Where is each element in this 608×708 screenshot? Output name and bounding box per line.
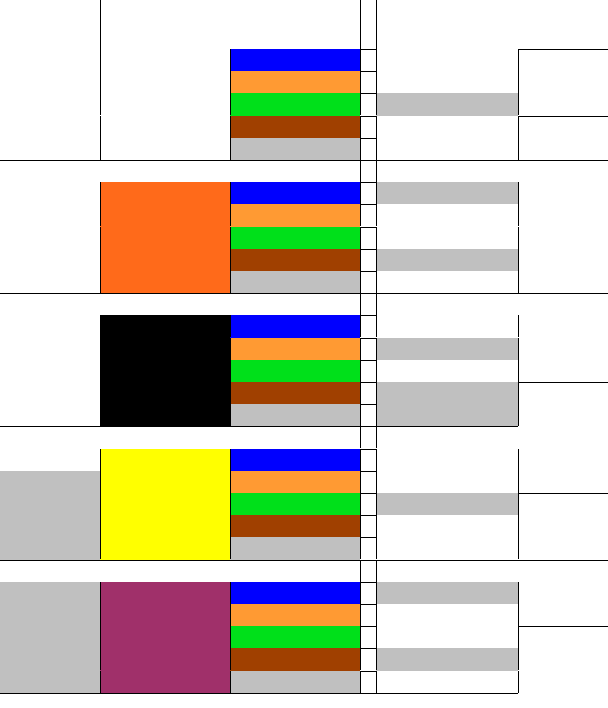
grid-line (360, 271, 361, 293)
grid-line (360, 671, 361, 693)
grid-line (518, 648, 519, 670)
wire-color-primary (100, 227, 230, 249)
grid-line (376, 382, 377, 404)
port-number (0, 537, 100, 559)
grid-line (230, 204, 231, 226)
grid-line (230, 271, 231, 293)
grid-line (100, 493, 101, 515)
grid-line (376, 360, 377, 382)
grid-line (360, 49, 361, 71)
port-number (0, 116, 100, 138)
grid-line (518, 671, 519, 693)
grid-line (360, 537, 361, 559)
port-mode (376, 382, 518, 404)
port-number (0, 671, 100, 693)
grid-line (376, 338, 377, 360)
grid-line (360, 360, 361, 382)
grid-line (360, 382, 361, 404)
grid-line (376, 49, 377, 71)
grid-line (376, 671, 377, 693)
grid-line (100, 404, 101, 426)
grid-line (376, 449, 377, 471)
wire-color-secondary (230, 271, 360, 293)
hybrid-port-number (518, 382, 608, 493)
grid-line (100, 182, 101, 204)
wire-color-primary (100, 360, 230, 382)
grid-line (360, 0, 361, 49)
grid-line (100, 271, 101, 293)
grid-line (100, 471, 101, 493)
hybrid-port-number (518, 49, 608, 116)
grid-line (376, 293, 377, 315)
wire-color-secondary (230, 315, 360, 337)
grid-line (360, 626, 361, 648)
grid-line (100, 0, 101, 49)
port-number (0, 182, 100, 204)
port-number (0, 449, 100, 471)
grid-line (230, 449, 231, 471)
port-mode (376, 116, 518, 138)
wire-color-secondary (230, 71, 360, 93)
grid-line (376, 471, 377, 493)
hybrid-port-number (518, 293, 608, 382)
port-number (0, 49, 100, 71)
port-mode (376, 493, 518, 515)
grid-line (360, 493, 361, 515)
port-number (0, 404, 100, 426)
grid-line (518, 626, 519, 648)
grid-line (230, 626, 231, 648)
port-mode (376, 626, 518, 648)
grid-line (100, 138, 101, 160)
wire-color-secondary (230, 93, 360, 115)
grid-line (376, 204, 377, 226)
grid-line (230, 471, 231, 493)
grid-line (376, 227, 377, 249)
port-mode (376, 604, 518, 626)
grid-line (360, 582, 361, 604)
grid-line (376, 515, 377, 537)
grid-line (376, 93, 377, 115)
grid-line (100, 537, 101, 559)
port-mode (376, 182, 518, 204)
wire-color-secondary (230, 648, 360, 670)
wire-color-secondary (230, 515, 360, 537)
grid-line (100, 116, 101, 138)
grid-line (230, 493, 231, 515)
wire-color-secondary (230, 182, 360, 204)
hybrid-port-number (518, 182, 608, 293)
grid-line (100, 382, 101, 404)
grid-line (376, 249, 377, 271)
group-header (0, 293, 360, 315)
grid-line (360, 515, 361, 537)
header-group-1 (100, 0, 360, 49)
wire-color-secondary (230, 360, 360, 382)
port-number (0, 626, 100, 648)
grid-line (100, 71, 101, 93)
port-number (0, 227, 100, 249)
grid-line (230, 227, 231, 249)
grid-line (360, 160, 361, 182)
wire-color-secondary (230, 204, 360, 226)
wire-color-secondary (230, 493, 360, 515)
wire-color-secondary (230, 49, 360, 71)
grid-line (360, 227, 361, 249)
grid-line (230, 116, 231, 138)
header-analog-ports (0, 0, 100, 49)
group-header (0, 426, 360, 448)
wire-color-primary (100, 338, 230, 360)
wire-color-primary (100, 249, 230, 271)
grid-line (100, 604, 101, 626)
port-number (0, 382, 100, 404)
grid-line (230, 93, 231, 115)
port-number (0, 204, 100, 226)
grid-line (100, 626, 101, 648)
port-number (0, 338, 100, 360)
wire-color-secondary (230, 449, 360, 471)
grid-line (360, 182, 361, 204)
port-mode (376, 449, 518, 471)
port-mode (376, 515, 518, 537)
grid-line (376, 315, 377, 337)
wire-color-secondary (230, 227, 360, 249)
wire-color-primary (100, 648, 230, 670)
grid-line (360, 604, 361, 626)
port-mode (376, 93, 518, 115)
wire-color-secondary (230, 116, 360, 138)
grid-line (360, 138, 361, 160)
wire-color-primary (100, 582, 230, 604)
grid-line (360, 204, 361, 226)
grid-line (230, 604, 231, 626)
grid-line (376, 160, 377, 182)
port-number (0, 315, 100, 337)
grid-line (360, 93, 361, 115)
grid-line (376, 493, 377, 515)
port-mode (376, 315, 518, 337)
port-mode (376, 204, 518, 226)
wire-color-primary (100, 449, 230, 471)
wire-color-primary (100, 537, 230, 559)
grid-line (230, 338, 231, 360)
port-number (0, 582, 100, 604)
grid-line (360, 338, 361, 360)
port-mode (376, 648, 518, 670)
grid-line (100, 204, 101, 226)
grid-line (376, 404, 377, 426)
port-mode (376, 49, 518, 71)
port-mode (376, 271, 518, 293)
wire-color-primary (100, 404, 230, 426)
hybrid-port-number (518, 116, 608, 160)
grid-line (230, 648, 231, 670)
hybrid-port-number (518, 560, 608, 627)
grid-line (376, 426, 377, 448)
grid-line (100, 338, 101, 360)
wire-color-primary (100, 182, 230, 204)
grid-line (360, 71, 361, 93)
grid-line (100, 449, 101, 471)
wire-color-secondary (230, 138, 360, 160)
grid-line (100, 49, 101, 71)
wire-color-secondary (230, 671, 360, 693)
grid-line (376, 182, 377, 204)
wire-color-secondary (230, 604, 360, 626)
port-mode (376, 249, 518, 271)
grid-line (376, 560, 377, 582)
grid-line (230, 71, 231, 93)
port-number (0, 93, 100, 115)
grid-line (230, 360, 231, 382)
grid-line (230, 138, 231, 160)
wire-color-secondary (230, 338, 360, 360)
header-hybrid-digital (376, 0, 608, 49)
port-number (0, 493, 100, 515)
grid-line (230, 182, 231, 204)
grid-line (360, 293, 361, 315)
wire-color-primary (100, 93, 230, 115)
port-mode (376, 227, 518, 249)
grid-line (360, 648, 361, 670)
grid-line (376, 271, 377, 293)
grid-line (230, 515, 231, 537)
port-mode (376, 138, 518, 160)
wire-color-primary (100, 382, 230, 404)
grid-line (230, 671, 231, 693)
port-number (0, 249, 100, 271)
group-header (0, 560, 360, 582)
wire-color-secondary (230, 382, 360, 404)
port-mode (376, 537, 518, 559)
group-header (0, 160, 360, 182)
wire-color-secondary (230, 404, 360, 426)
wire-color-secondary (230, 582, 360, 604)
wire-color-primary (100, 604, 230, 626)
port-number (0, 471, 100, 493)
port-mode (376, 582, 518, 604)
hybrid-port-number (518, 493, 608, 560)
grid-line (100, 648, 101, 670)
grid-line (376, 648, 377, 670)
grid-line (376, 582, 377, 604)
grid-line (376, 604, 377, 626)
wire-color-secondary (230, 626, 360, 648)
wire-color-primary (100, 71, 230, 93)
wire-color-secondary (230, 249, 360, 271)
wire-color-primary (100, 116, 230, 138)
wire-color-primary (100, 138, 230, 160)
wire-color-secondary (230, 471, 360, 493)
grid-line (100, 671, 101, 693)
wire-color-secondary (230, 537, 360, 559)
grid-line (376, 116, 377, 138)
wire-color-primary (100, 493, 230, 515)
port-number (0, 138, 100, 160)
grid-line (230, 315, 231, 337)
grid-line (518, 626, 608, 627)
grid-line (376, 0, 377, 49)
grid-line (360, 449, 361, 471)
grid-line (376, 626, 377, 648)
grid-line (230, 537, 231, 559)
wire-color-primary (100, 49, 230, 71)
grid-line (230, 249, 231, 271)
grid-line (100, 227, 101, 249)
grid-line (230, 382, 231, 404)
wire-color-primary (100, 515, 230, 537)
port-number (0, 515, 100, 537)
grid-line (376, 537, 377, 559)
grid-line (100, 515, 101, 537)
grid-line (100, 315, 101, 337)
port-mode (376, 471, 518, 493)
port-mode (376, 404, 518, 426)
wire-color-primary (100, 626, 230, 648)
grid-line (230, 49, 231, 71)
grid-line (100, 360, 101, 382)
wire-color-primary (100, 471, 230, 493)
grid-line (360, 404, 361, 426)
wire-color-primary (100, 671, 230, 693)
grid-line (230, 404, 231, 426)
grid-line (360, 560, 361, 582)
port-mode (376, 360, 518, 382)
grid-line (100, 582, 101, 604)
port-number (0, 71, 100, 93)
wire-color-primary (100, 271, 230, 293)
grid-line (230, 582, 231, 604)
port-number (0, 648, 100, 670)
grid-line (360, 116, 361, 138)
grid-line (360, 426, 361, 448)
grid-line (360, 249, 361, 271)
wire-color-primary (100, 204, 230, 226)
grid-line (0, 693, 518, 694)
grid-line (360, 471, 361, 493)
grid-line (100, 93, 101, 115)
port-number (0, 360, 100, 382)
grid-line (360, 315, 361, 337)
port-mode (376, 71, 518, 93)
port-mode (376, 671, 518, 693)
grid-line (376, 71, 377, 93)
port-number (0, 271, 100, 293)
port-number (0, 604, 100, 626)
port-mode (376, 338, 518, 360)
grid-line (100, 249, 101, 271)
wire-color-primary (100, 315, 230, 337)
grid-line (518, 160, 608, 161)
grid-line (376, 138, 377, 160)
